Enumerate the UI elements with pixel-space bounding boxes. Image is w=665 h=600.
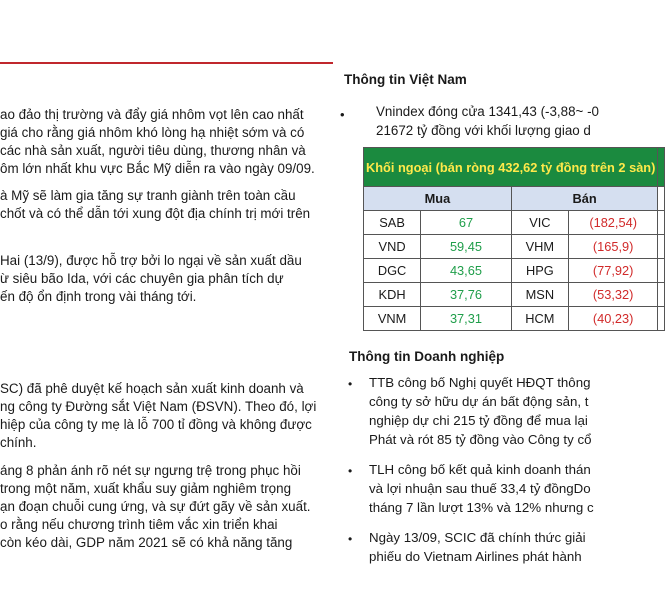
text-line: 21672 tỷ đồng với khối lượng giao d	[376, 123, 591, 138]
text-line: à Mỹ sẽ làm gia tăng sự tranh giành trên toàn cầu	[0, 188, 296, 203]
text-line: ôm lớn nhất khu vực Bắc Mỹ diễn ra vào ngày 09/09.	[0, 161, 315, 176]
right-column	[340, 0, 656, 600]
text-line: Phát và rót 85 tỷ đồng vào Công ty cổ	[369, 432, 592, 447]
text-line: Hai (13/9), được hỗ trợ bởi lo ngại về sản xuất dầu	[0, 253, 302, 268]
empty-cell	[658, 259, 665, 283]
sell-code: VIC	[511, 211, 568, 235]
text-line: ừ siêu bão Ida, với các chuyên gia phân tích dự	[0, 271, 284, 286]
text-line: nghiệp dự chi 215 tỷ đồng để mua lại	[369, 413, 588, 428]
bullet-tlh	[369, 460, 594, 517]
text-line: ạn đoạn chuỗi cung ứng, và sự đứt gãy về sản xuất.	[0, 499, 311, 514]
table-title: Khối ngoại (bán ròng 432,62 tỷ đồng trên 2 sàn)	[364, 148, 658, 187]
text-line: ến độ ổn định trong vài tháng tới.	[0, 289, 197, 304]
text-line: SC) đã phê duyệt kế hoạch sản xuất kinh doanh và	[0, 381, 304, 396]
text-line: hiệp của công ty mẹ là lỗ 700 tỉ đồng và không được	[0, 417, 312, 432]
business-info-heading: Thông tin Doanh nghiệp	[349, 349, 505, 364]
text-line: còn kéo dài, GDP năm 2021 sẽ có khả năng tăng	[0, 535, 293, 550]
vietnam-info-heading: Thông tin Việt Nam	[344, 72, 467, 87]
text-line: công ty sở hữu dự án bất động sản, t	[369, 394, 589, 409]
buy-value: 59,45	[421, 235, 512, 259]
buy-value: 37,76	[421, 283, 512, 307]
text-line: phiếu do Vietnam Airlines phát hành	[369, 549, 582, 564]
bullet-icon: •	[348, 377, 353, 391]
buy-value: 37,31	[421, 307, 512, 331]
paragraph-oil	[0, 252, 302, 306]
text-line: chính.	[0, 435, 37, 450]
bullet-icon: •	[348, 532, 353, 546]
empty-cell	[658, 187, 665, 211]
text-line: giá cho rằng giá nhôm khó lòng hạ nhiệt sớm và có	[0, 125, 305, 140]
vnindex-summary	[376, 102, 599, 140]
sell-code: MSN	[511, 283, 568, 307]
paragraph-us-competition	[0, 187, 310, 223]
buy-code: DGC	[364, 259, 421, 283]
text-line: chốt và có thể dẫn tới xung đột địa chính trị mới trên	[0, 206, 311, 221]
table-title-overflow	[658, 148, 665, 187]
empty-cell	[658, 235, 665, 259]
text-line: ao đảo thị trường và đẩy giá nhôm vọt lên cao nhất	[0, 107, 304, 122]
text-line: Vnindex đóng cửa 1341,43 (-3,88~ -0	[376, 104, 599, 119]
sell-code: HPG	[511, 259, 568, 283]
sell-value: (182,54)	[568, 211, 657, 235]
text-line: áng 8 phản ánh rõ nét sự ngưng trệ trong phục hồi	[0, 463, 301, 478]
bullet-icon: •	[340, 107, 345, 122]
bullet-scic	[369, 528, 586, 566]
text-line: và lợi nhuận sau thuế 33,4 tỷ đồngDo	[369, 481, 591, 496]
sell-value: (53,32)	[568, 283, 657, 307]
empty-cell	[658, 283, 665, 307]
text-line: TLH công bố kết quả kinh doanh thán	[369, 462, 591, 477]
table-row	[364, 283, 665, 307]
text-line: Ngày 13/09, SCIC đã chính thức giải	[369, 530, 586, 545]
sell-code: VHM	[511, 235, 568, 259]
text-line: o rằng nếu chương trình tiêm vắc xin triển khai	[0, 517, 278, 532]
paragraph-aluminum	[0, 106, 315, 178]
buy-code: VND	[364, 235, 421, 259]
text-line: trong một năm, xuất khẩu suy giảm nghiêm trọng	[0, 481, 292, 496]
buy-code: VNM	[364, 307, 421, 331]
text-line: ng công ty Đường sắt Việt Nam (ĐSVN). Theo đó, lợi	[0, 399, 317, 414]
table-row	[364, 307, 665, 331]
sell-value: (165,9)	[568, 235, 657, 259]
paragraph-gdp	[0, 462, 311, 552]
empty-cell	[658, 211, 665, 235]
sell-value: (77,92)	[568, 259, 657, 283]
table-row	[364, 211, 665, 235]
text-line: TTB công bố Nghị quyết HĐQT thông	[369, 375, 591, 390]
text-line: tháng 7 lần lượt 13% và 12% nhưng c	[369, 500, 594, 515]
sell-value: (40,23)	[568, 307, 657, 331]
sell-code: HCM	[511, 307, 568, 331]
foreign-trading-table	[363, 147, 665, 331]
empty-cell	[658, 307, 665, 331]
buy-code: KDH	[364, 283, 421, 307]
buy-code: SAB	[364, 211, 421, 235]
buy-value: 43,65	[421, 259, 512, 283]
buy-header: Mua	[364, 187, 512, 211]
table-row	[364, 235, 665, 259]
paragraph-railway	[0, 380, 316, 452]
text-line: các nhà sản xuất, người tiêu dùng, thương nhân và	[0, 143, 306, 158]
bullet-ttb	[369, 373, 592, 449]
sell-header: Bán	[511, 187, 658, 211]
bullet-icon: •	[348, 464, 353, 478]
table-row	[364, 259, 665, 283]
buy-value: 67	[421, 211, 512, 235]
